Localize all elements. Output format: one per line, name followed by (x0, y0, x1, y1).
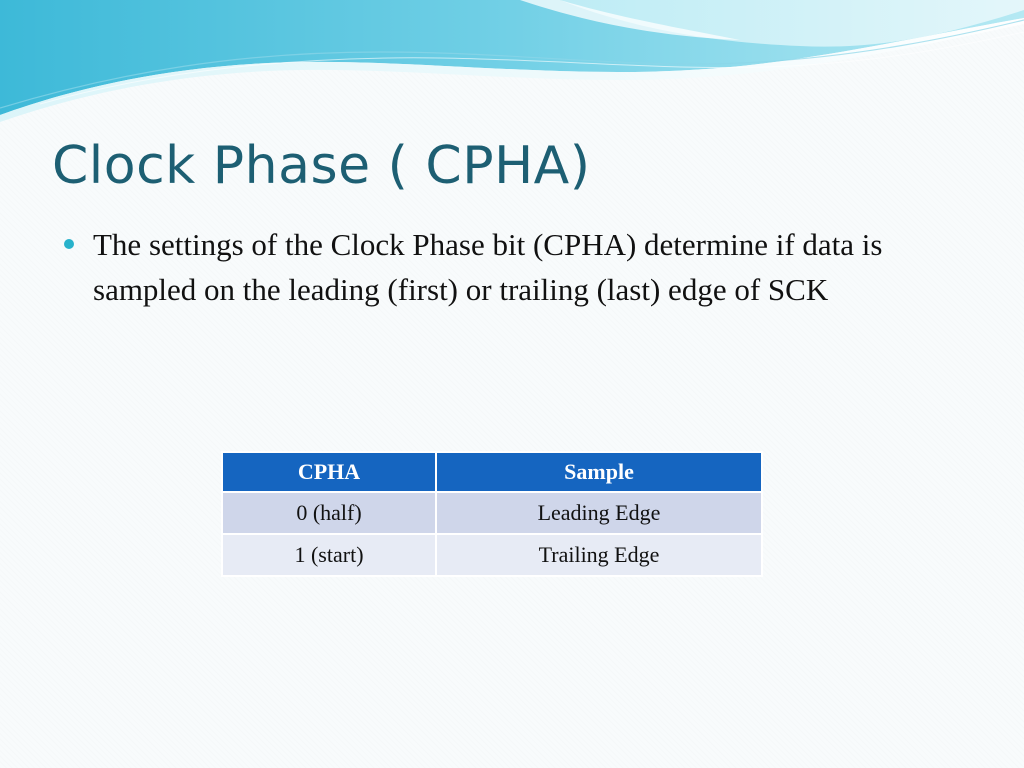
cpha-sample-table (221, 451, 763, 577)
table-cell-sample: Leading Edge (436, 492, 762, 534)
slide-title: Clock Phase ( CPHA) (52, 136, 591, 196)
table-cell-cpha: 1 (start) (222, 534, 436, 576)
table-row (222, 534, 762, 576)
bullet-list (62, 222, 982, 312)
table-row (222, 492, 762, 534)
decorative-wave-header (0, 0, 1024, 125)
bullet-text: The settings of the Clock Phase bit (CPHA) determine if data is sampled on the leading (first) or trailing (last) edge of SCK (93, 227, 883, 307)
table-header-cpha: CPHA (222, 452, 436, 492)
table-cell-cpha: 0 (half) (222, 492, 436, 534)
table-header-row (222, 452, 762, 492)
table-header-sample: Sample (436, 452, 762, 492)
table-cell-sample: Trailing Edge (436, 534, 762, 576)
bullet-dot-icon (64, 239, 74, 249)
bullet-item (62, 222, 982, 312)
